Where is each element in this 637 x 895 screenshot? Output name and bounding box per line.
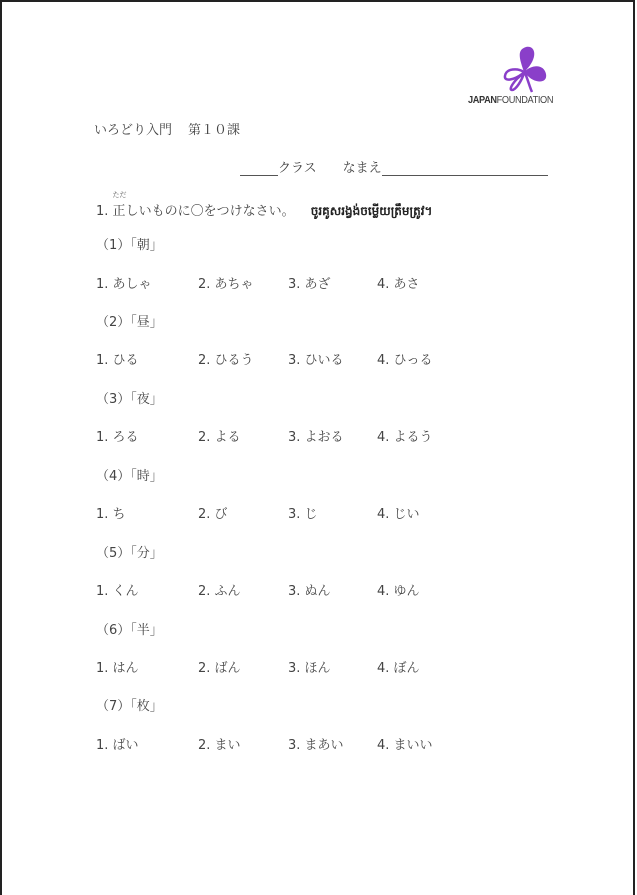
option[interactable]: 1. はん: [96, 661, 139, 676]
option[interactable]: 2. ひるう: [198, 353, 254, 368]
name-class-line: [240, 157, 548, 176]
instruction-number: 1.: [96, 204, 109, 219]
option[interactable]: 1. あしゃ: [96, 277, 152, 292]
option[interactable]: 1. くん: [96, 584, 139, 599]
class-blank[interactable]: [240, 161, 278, 176]
option[interactable]: 2. あちゃ: [198, 277, 254, 292]
option[interactable]: 4. まいい: [377, 738, 433, 753]
question-label: （5）「分」: [96, 546, 163, 561]
option[interactable]: 1. ろる: [96, 430, 139, 445]
class-label: クラス: [278, 161, 317, 176]
option[interactable]: 4. ぼん: [377, 661, 420, 676]
name-label: なまえ: [342, 161, 382, 176]
name-blank[interactable]: [382, 161, 548, 176]
option[interactable]: 4. ひっる: [377, 353, 433, 368]
option[interactable]: 2. ばん: [198, 661, 241, 676]
option[interactable]: 3. まあい: [288, 738, 344, 753]
option[interactable]: 3. よおる: [288, 430, 344, 445]
option[interactable]: 4. ゆん: [377, 584, 420, 599]
question-label: （3）「夜」: [96, 392, 163, 407]
option[interactable]: 3. ひいる: [288, 353, 344, 368]
logo-wordmark: JAPANFOUNDATION: [468, 95, 554, 106]
option[interactable]: 3. あざ: [288, 277, 331, 292]
question-label: （1）「朝」: [96, 238, 163, 253]
question-label: （4）「時」: [96, 469, 163, 484]
question-label: （7）「枚」: [96, 699, 163, 714]
question-label: （6）「半」: [96, 623, 163, 638]
option[interactable]: 2. よる: [198, 430, 241, 445]
option[interactable]: 4. よるう: [377, 430, 433, 445]
option[interactable]: 3. ぬん: [288, 584, 331, 599]
option[interactable]: 4. じい: [377, 507, 420, 522]
worksheet-title: [94, 119, 240, 138]
furigana: ただ: [112, 191, 127, 199]
option[interactable]: 4. あさ: [377, 277, 420, 292]
japan-foundation-logo: [468, 46, 554, 110]
instruction-khmer: ចូរគូសរង្វង់ចម្លើយត្រឹមត្រូវ។: [310, 204, 433, 218]
butterfly-logo-icon: [502, 46, 548, 94]
option[interactable]: 1. ち: [96, 507, 126, 522]
option[interactable]: 1. ばい: [96, 738, 139, 753]
option[interactable]: 2. び: [198, 507, 228, 522]
option[interactable]: 3. ほん: [288, 661, 331, 676]
option[interactable]: 2. まい: [198, 738, 241, 753]
option[interactable]: 3. じ: [288, 507, 318, 522]
lesson-number: 第１０課: [188, 123, 241, 138]
instruction-text: しいものに〇をつけなさい。: [125, 204, 295, 219]
ruby-kanji: ただ 正: [112, 191, 127, 219]
course-name: いろどり入門: [94, 123, 173, 138]
option[interactable]: 1. ひる: [96, 353, 139, 368]
option[interactable]: 2. ふん: [198, 584, 241, 599]
instruction: [96, 191, 433, 221]
question-label: （2）「昼」: [96, 315, 163, 330]
